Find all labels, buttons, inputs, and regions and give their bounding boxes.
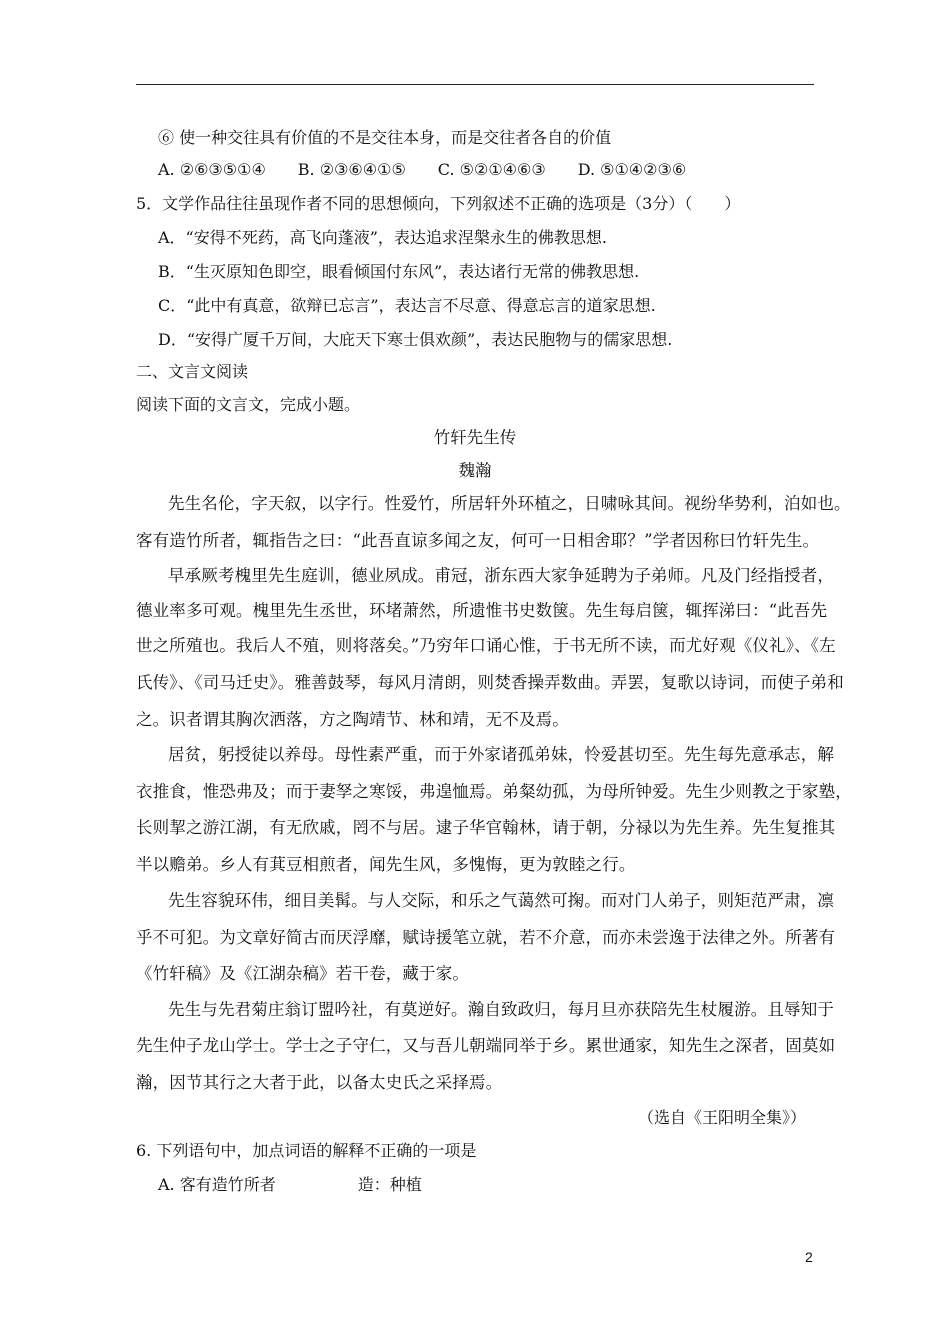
passage-line: 衣推食，惟恐弗及；而于妻孥之寒馁，弗遑恤焉。弟粲幼孤，为母所钟爱。先生少则教之于家塾， <box>136 782 852 801</box>
passage-line: 先生名伦，字天叙，以字行。性爱竹，所居轩外环植之，日啸咏其间。视纷华势利，泊如也。 <box>168 494 851 513</box>
q6-option-a <box>158 1175 422 1195</box>
passage-line: 德业率多可观。槐里先生丞世，环堵萧然，所遗惟书史数箧。先生每启箧，辄挥涕曰：“此吾先 <box>136 601 828 620</box>
passage-line: 氏传》、《司马迁史》。雅善鼓琴，每风月清朗，则焚香操弄数曲。弄罢，复歌以诗词，而使子弟和 <box>136 673 844 692</box>
header-rule <box>136 84 814 85</box>
q5-option-c: C．“此中有真意，欲辩已忘言”，表达言不尽意、得意忘言的道家思想. <box>158 296 656 315</box>
passage-line: 世之所殖也。我后人不殖，则将落矣。”乃穷年口诵心惟，于书无所不读，而尤好观《仪礼》、《左 <box>136 636 836 655</box>
passage-line: 乎不可犯。为文章好简古而厌浮靡，赋诗援笔立就，若不介意，而亦未尝逸于法律之外。所著有 <box>136 928 836 947</box>
page-number: 2 <box>805 1249 813 1265</box>
passage-line: 先生与先君菊庄翁订盟吟社，有莫逆好。瀚自致政归，每月旦亦获陪先生杖履游。且辱知于 <box>168 1000 834 1019</box>
passage-source: （选自《王阳明全集》） <box>638 1108 807 1127</box>
passage-line: 先生仲子龙山学士。学士之子守仁，又与吾儿朝端同举于乡。累世通家，知先生之深者，固莫如 <box>136 1036 836 1055</box>
passage-author: 魏瀚 <box>458 461 492 480</box>
passage-title: 竹轩先生传 <box>433 428 517 447</box>
q5-option-b: B．“生灭原知色即空，眼看倾国付东风”，表达诸行无常的佛教思想. <box>158 262 640 281</box>
passage-line: 之。识者谓其胸次洒落，方之陶靖节、林和靖，无不及焉。 <box>136 710 569 729</box>
passage-line: 瀚，因节其行之大者于此，以备太史氏之采择焉。 <box>136 1073 503 1092</box>
q4-option-6: ⑥ 使一种交往具有价值的不是交往本身，而是交往者各自的价值 <box>158 128 612 147</box>
passage-line: 早承厥考槐里先生庭训，德业夙成。甫冠，浙东西大家争延聘为子弟师。凡及门经指授者， <box>168 566 834 585</box>
section-heading: 二、文言文阅读 <box>136 362 249 381</box>
q5-option-d: D．“安得广厦千万间，大庇天下寒士俱欢颜”，表达民胞物与的儒家思想. <box>158 330 673 349</box>
passage-line: 客有造竹所者，辄指告之曰：“此吾直谅多闻之友，何可一日相舍耶？”学者因称曰竹轩先生。 <box>136 531 820 550</box>
reading-instruction: 阅读下面的文言文，完成小题。 <box>136 395 361 414</box>
passage-line: 《竹轩稿》及《江湖杂稿》若干卷，藏于家。 <box>136 964 469 983</box>
q5-stem: 5．文学作品往往虽现作者不同的思想倾向，下列叙述不正确的选项是（3分）（ ） <box>136 194 741 213</box>
passage-line: 半以赡弟。乡人有萁豆相煎者，闻先生风，多愧悔，更为敦睦之行。 <box>136 855 636 874</box>
passage-line: 先生容貌环伟，细目美髯。与人交际，和乐之气蔼然可掬。而对门人弟子，则矩范严肃，凛 <box>168 891 834 910</box>
q4-answer-choices: A. ②⑥③⑤①④ B. ②③⑥④①⑤ C. ⑤②①④⑥③ D. ⑤①④②③⑥ <box>158 160 687 179</box>
q6-stem: 6. 下列语句中，加点词语的解释不正确的一项是 <box>136 1141 477 1160</box>
q5-option-a: A．“安得不死药，高飞向蓬液”，表达追求涅槃永生的佛教思想. <box>158 228 608 247</box>
passage-line: 长则挈之游江湖，有无欣戚，罔不与居。逮子华官翰林，请于朝，分禄以为先生养。先生复推其 <box>136 818 836 837</box>
passage-line: 居贫，躬授徒以养母。母性素严重，而于外家诸孤弟妹，怜爱甚切至。先生每先意承志，解 <box>168 745 834 764</box>
q6-option-a-text: A. 客有造竹所者 <box>158 1175 276 1194</box>
q6-option-a-gloss: 造：种植 <box>357 1175 422 1194</box>
